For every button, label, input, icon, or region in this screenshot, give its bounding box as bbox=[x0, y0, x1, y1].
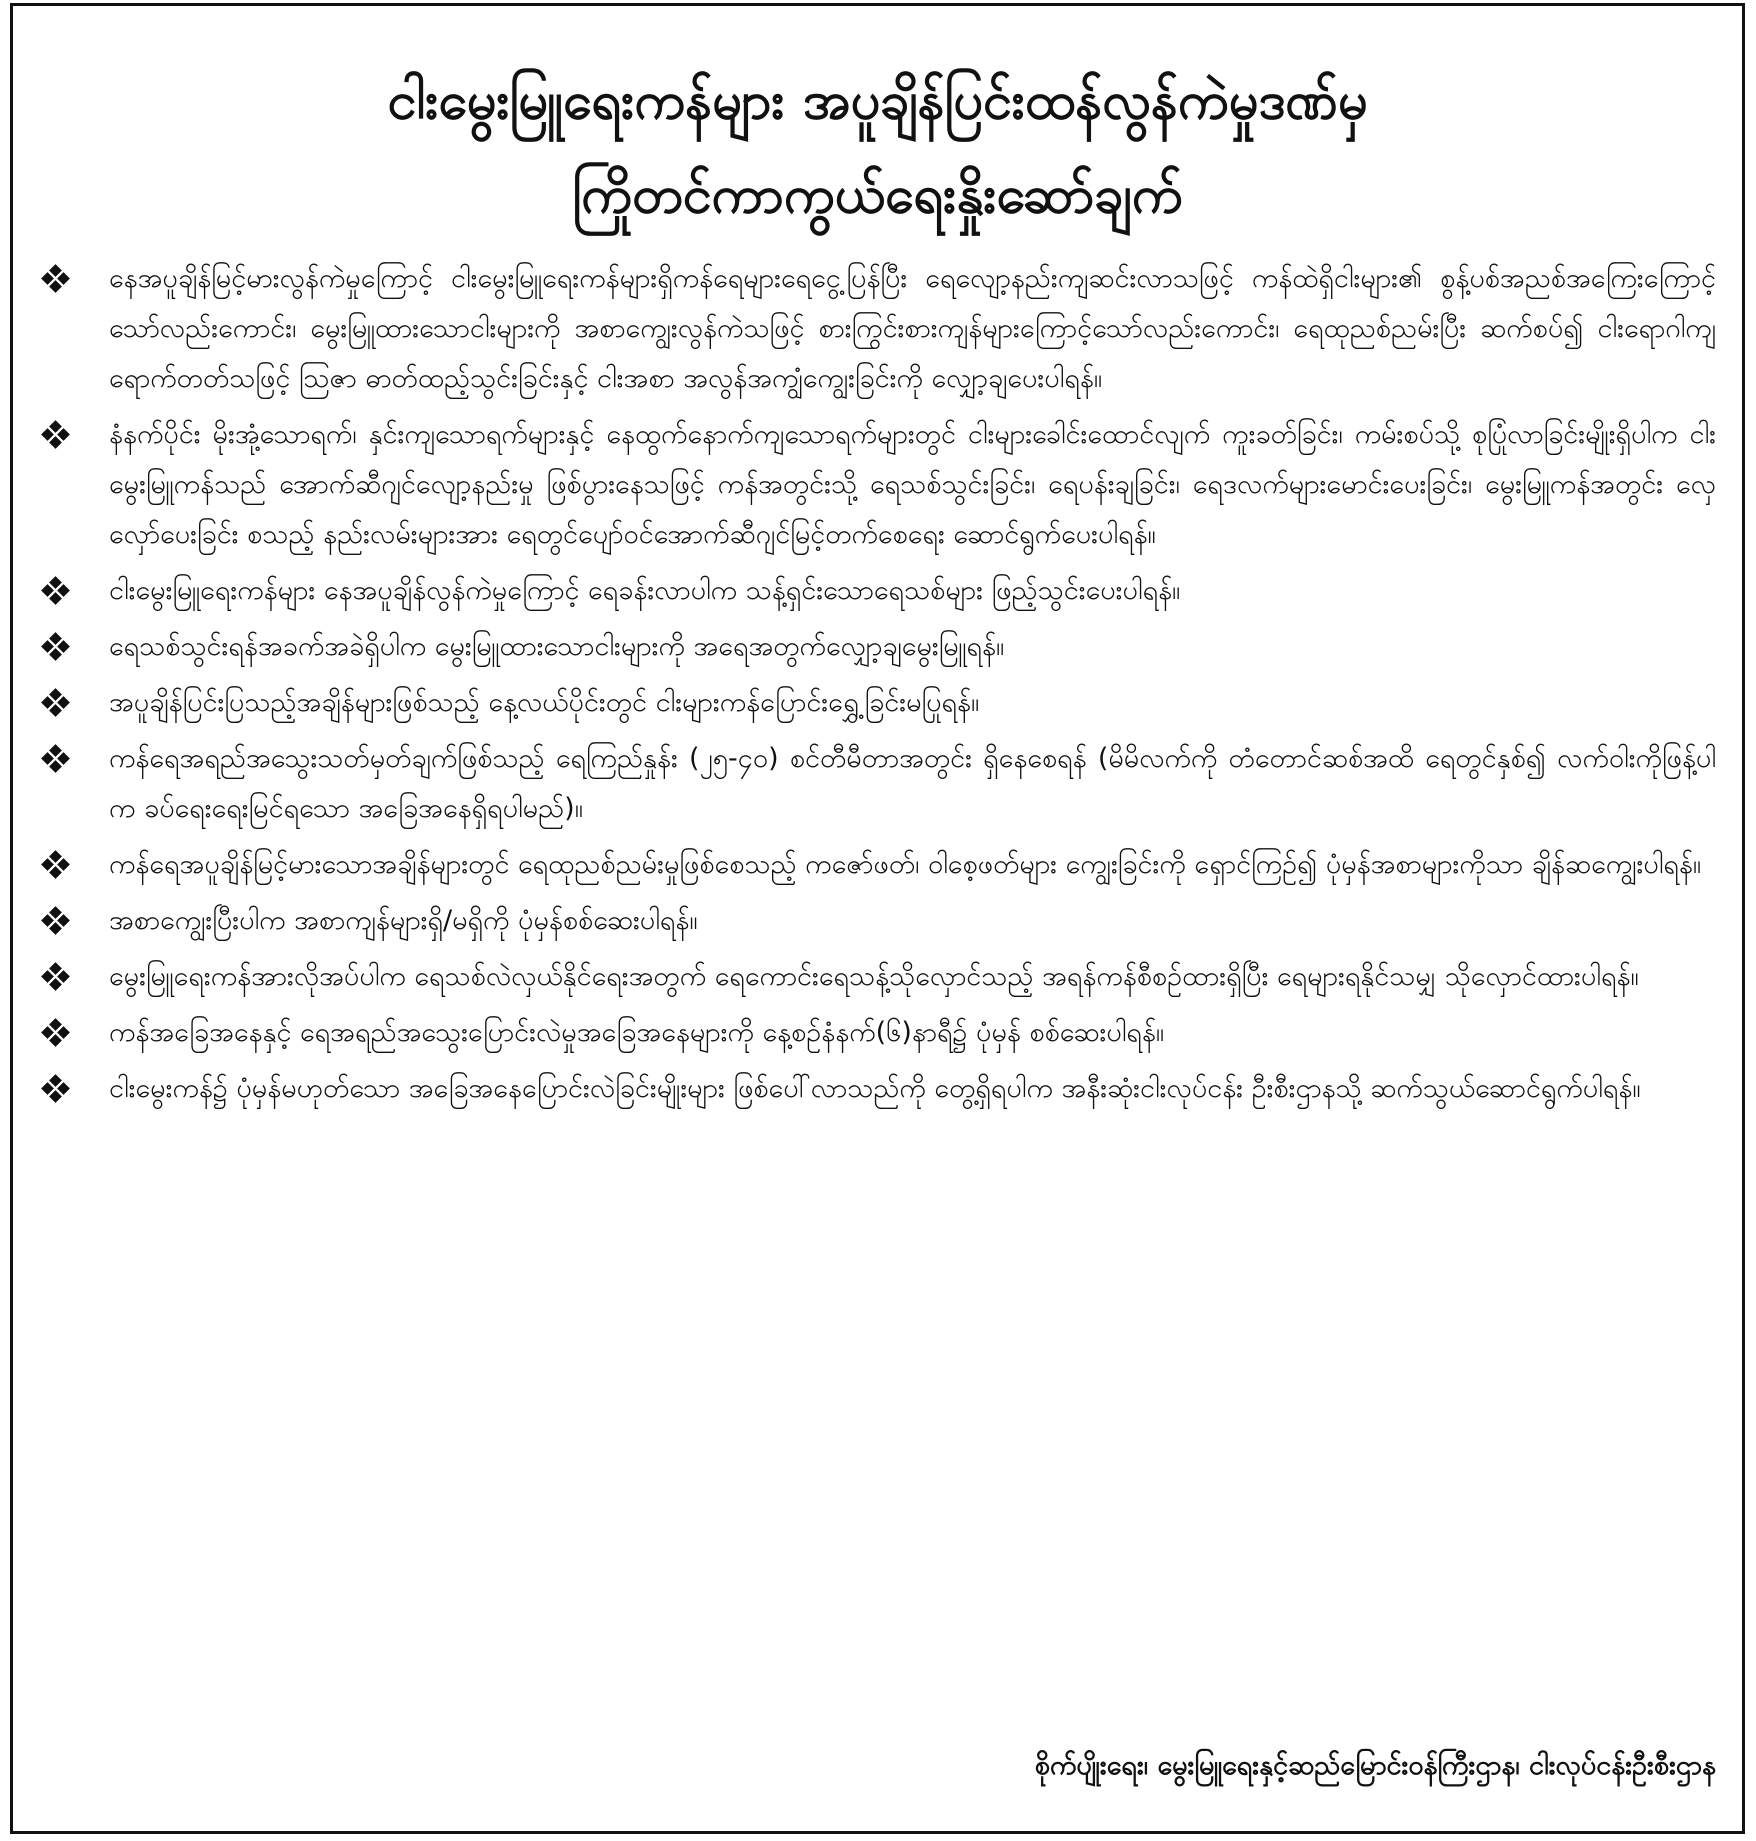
diamond-bullet-icon bbox=[43, 746, 69, 772]
bullet-item bbox=[39, 678, 1716, 728]
bullet-item bbox=[39, 254, 1716, 404]
bullet-text: မွေးမြူရေးကန်အားလိုအပ်ပါက ရေသစ်လဲလှယ်နိုင်ရေးအတွက် ရေကောင်းရေသန့်သိုလှောင်သည့် အရန်ကန်စီစဉ်ထားရှိပြီး ရေများရနိုင်သမျှ သိုလှောင်ထားပါရန်။ bbox=[109, 961, 1639, 992]
diamond-bullet-icon bbox=[43, 852, 69, 878]
bullet-item bbox=[39, 410, 1716, 560]
diamond-bullet-icon bbox=[43, 422, 69, 448]
bullet-item bbox=[39, 622, 1716, 672]
bullet-item bbox=[39, 952, 1716, 1002]
issuing-department: စိုက်ပျိုးရေး၊ မွေးမြူရေးနှင့်ဆည်မြောင်းဝန်ကြီးဌာန၊ ငါးလုပ်ငန်းဦးစီးဌာန bbox=[1034, 1750, 1716, 1781]
diamond-bullet-icon bbox=[43, 964, 69, 990]
diamond-bullet-icon bbox=[43, 266, 69, 292]
bullet-text: ငါးမွေးကန်၌ ပုံမှန်မဟုတ်သော အခြေအနေပြောင်းလဲခြင်းမျိုးများ ဖြစ်ပေါ်လာသည်ကို တွေ့ရှိရပါက အနီးဆုံးငါးလုပ်ငန်း ဦးစီးဌာနသို့ ဆက်သွယ်ဆောင်ရွက်ပါရန်။ bbox=[109, 1073, 1641, 1104]
bullet-item bbox=[39, 1064, 1716, 1114]
bullet-item bbox=[39, 566, 1716, 616]
diamond-bullet-icon bbox=[43, 690, 69, 716]
diamond-bullet-icon bbox=[43, 634, 69, 660]
bullet-text: ကန်ရေအရည်အသွေးသတ်မှတ်ချက်ဖြစ်သည့် ရေကြည်နှုန်း (၂၅-၄၀) စင်တီမီတာအတွင်း ရှိနေစေရန် (မိမိလက်ကို တံတောင်ဆစ်အထိ ရေတွင်နှစ်၍ လက်ဝါးကိုဖြန့်ပါက ခပ်ရေးရေးမြင်ရသော အခြေအနေရှိရပါမည်)။ bbox=[109, 743, 1716, 824]
diamond-bullet-icon bbox=[43, 578, 69, 604]
bullet-text: အပူချိန်ပြင်းပြသည့်အချိန်များဖြစ်သည့် နေ့လယ်ပိုင်းတွင် ငါးများကန်ပြောင်းရွှေ့ခြင်းမပြုရန်။ bbox=[109, 687, 980, 718]
bullet-item bbox=[39, 734, 1716, 834]
bullet-item bbox=[39, 896, 1716, 946]
title-line-2: ကြိုတင်ကာကွယ်ရေးနှိုးဆော်ချက် bbox=[572, 165, 1183, 225]
bullet-text: အစာကျွေးပြီးပါက အစာကျန်များရှိ/မရှိကို ပုံမှန်စစ်ဆေးပါရန်။ bbox=[109, 905, 698, 936]
bullet-text: နံနက်ပိုင်း မိုးအုံ့သောရက်၊ နှင်းကျသောရက်များနှင့် နေထွက်နောက်ကျသောရက်များတွင် ငါးများခေါင်းထောင်လျက် ကူးခတ်ခြင်း၊ ကမ်းစပ်သို့ စုပြုံလာခြင်းမျိုးရှိပါက ငါးမွေးမြူကန်သည် အောက်ဆီဂျင်လျော့နည်းမှု ဖြစ်ပွားနေသဖြင့် ကန်အတွင်းသို့ ရေသစ်သွင်းခြင်း၊ ရေပန်းချခြင်း၊ ရေဒလက်များမောင်းပေးခြင်း၊ မွေးမြူကန်အတွင်း လှေလှော်ပေးခြင်း စသည့် နည်းလမ်းများအား ရေတွင်ပျော်ဝင်အောက်ဆီဂျင်မြင့်တက်စေရေး ဆောင်ရွက်ပေးပါရန်။ bbox=[109, 419, 1716, 550]
title-line-1: ငါးမွေးမြူရေးကန်များ အပူချိန်ပြင်းထန်လွန်ကဲမှုဒဏ်မှ bbox=[387, 71, 1368, 131]
diamond-bullet-icon bbox=[43, 908, 69, 934]
bullet-text: ရေသစ်သွင်းရန်အခက်အခဲရှိပါက မွေးမြူထားသောငါးများကို အရေအတွက်လျှော့ချမွေးမြူရန်။ bbox=[109, 631, 1005, 662]
bullet-text: ကန်ရေအပူချိန်မြင့်မားသောအချိန်များတွင် ရေထုညစ်ညမ်းမှုဖြစ်စေသည့် ကဇော်ဖတ်၊ ဝါစေ့ဖတ်များ ကျွေးခြင်းကို ရှောင်ကြဉ်၍ ပုံမှန်အစာများကိုသာ ချိန်ဆကျွေးပါရန်။ bbox=[109, 849, 1702, 880]
bullet-text: ကန်အခြေအနေနှင့် ရေအရည်အသွေးပြောင်းလဲမှုအခြေအနေများကို နေ့စဉ်နံနက်(၆)နာရီ၌ ပုံမှန် စစ်ဆေးပါရန်။ bbox=[109, 1017, 1165, 1048]
bullet-text: နေအပူချိန်မြင့်မားလွန်ကဲမှုကြောင့် ငါးမွေးမြူရေးကန်များရှိကန်ရေများရေငွေ့ပြန်ပြီး ရေလျော့နည်းကျဆင်းလာသဖြင့် ကန်ထဲရှိငါးများ၏ စွန့်ပစ်အညစ်အကြေးကြောင့်သော်လည်းကောင်း၊ မွေးမြူထားသောငါးများကို အစာကျွေးလွန်ကဲသဖြင့် စားကြွင်းစားကျန်များကြောင့်သော်လည်းကောင်း၊ ရေထုညစ်ညမ်းပြီး ဆက်စပ်၍ ငါးရောဂါကျရောက်တတ်သဖြင့် ဩဇာ ဓာတ်ထည့်သွင်းခြင်းနှင့် ငါးအစာ အလွန်အကျွံကျွေးခြင်းကို လျှော့ချပေးပါရန်။ bbox=[109, 263, 1716, 394]
bullet-list bbox=[39, 254, 1716, 1114]
diamond-bullet-icon bbox=[43, 1076, 69, 1102]
notice-title bbox=[39, 54, 1716, 242]
notice-frame bbox=[10, 3, 1745, 1834]
diamond-bullet-icon bbox=[43, 1020, 69, 1046]
bullet-item bbox=[39, 1008, 1716, 1058]
bullet-text: ငါးမွေးမြူရေးကန်များ နေအပူချိန်လွန်ကဲမှုကြောင့် ရေခန်းလာပါက သန့်ရှင်းသောရေသစ်များ ဖြည့်သွင်းပေးပါရန်။ bbox=[109, 575, 1181, 606]
bullet-item bbox=[39, 840, 1716, 890]
